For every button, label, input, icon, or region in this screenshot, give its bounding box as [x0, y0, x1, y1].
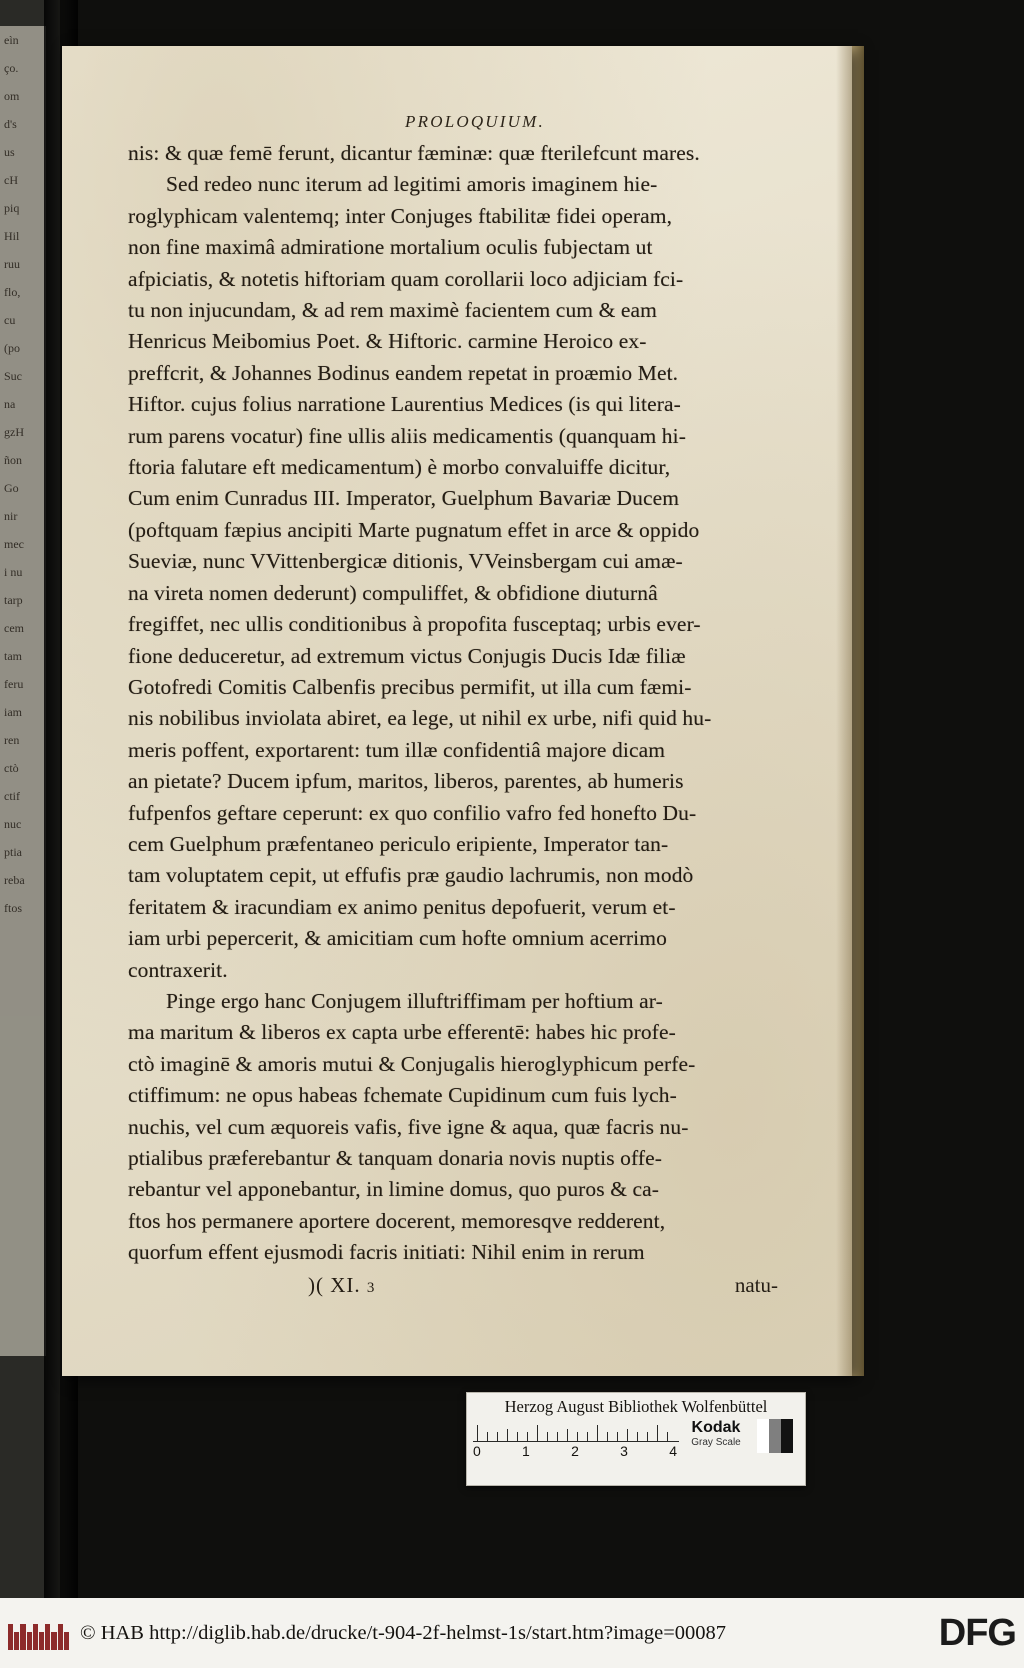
edge-fragment: tam	[4, 649, 22, 663]
ruler-label: 3	[620, 1443, 628, 1459]
edge-fragment: cem	[4, 621, 24, 635]
text-line: roglyphicam valentemq; inter Conjuges ftabilitæ fidei operam,	[128, 203, 673, 228]
text-line: Hiftor. cujus folius narratione Laurentius Medices (is qui litera-	[128, 392, 681, 417]
text-line: ftos hos permanere aportere docerent, memoresqve redderent,	[128, 1208, 666, 1233]
text-line: meris poffent, exportarent: tum illæ confidentiâ majore dicam	[128, 737, 666, 762]
text-line: tam voluptatem cepit, ut effufis præ gaudio lachrumis, non modò	[128, 863, 694, 888]
edge-fragment: Hil	[4, 229, 20, 243]
ruler-ticks	[473, 1419, 679, 1442]
text-line: ptialibus præferebantur & tanquam donaria novis nuptis offe-	[128, 1146, 663, 1170]
text-line: Henricus Meibomius Poet. & Hiftoric. carmine Heroico ex-	[128, 329, 647, 354]
edge-fragment: na	[4, 397, 16, 411]
kodak-gray-scale-label	[679, 1419, 753, 1448]
text-line: Sed redeo nunc iterum ad legitimi amoris imaginem hie-	[166, 172, 658, 197]
ruler-labels	[473, 1442, 679, 1459]
text-line: afpiciatis, & notetis hiftoriam quam corollarii loco adjiciam fci-	[128, 266, 684, 291]
page-textblock	[128, 112, 788, 1298]
kodak-subtitle: Gray Scale	[691, 1437, 741, 1448]
color-calibration-target	[466, 1392, 806, 1486]
edge-fragment: iam	[4, 705, 22, 719]
text-line: rum parens vocatur) fine ullis aliis medicamentis (quanquam hi-	[128, 423, 686, 448]
facing-page-edge	[0, 26, 46, 1356]
edge-fragment: tarp	[4, 593, 23, 607]
running-head: PROLOQUIUM.	[405, 112, 545, 131]
edge-fragment: ñon	[4, 453, 22, 467]
text-line: feritatem & iracundiam ex animo penitus depofuerit, verum et-	[128, 894, 676, 919]
library-name: Herzog August Bibliothek Wolfenbüttel	[504, 1397, 768, 1416]
edge-fragment: flo,	[4, 285, 21, 299]
text-line: Sueviæ, nunc VVittenbergicæ ditionis, VVeinsbergam cui amæ-	[128, 549, 683, 574]
footer-bar	[0, 1598, 1024, 1668]
signature-mark	[308, 1273, 375, 1298]
edge-fragment: om	[4, 89, 20, 103]
edge-fragment: ren	[4, 733, 20, 747]
signature-number: 3	[366, 1279, 376, 1296]
scale-ruler	[473, 1419, 679, 1459]
edge-fragment: d's	[4, 117, 17, 131]
edge-fragment: ço.	[4, 61, 19, 75]
text-line: preffcrit, & Johannes Bodinus eandem repetat in proæmio Met.	[128, 360, 679, 385]
edge-fragment: ptia	[4, 845, 22, 859]
text-line: ftoria falutare eft medicamentum) è morbo convaluiffe dicitur,	[128, 455, 671, 480]
ruler-label: 4	[669, 1443, 677, 1459]
edge-fragment: us	[4, 145, 15, 159]
kodak-brand: Kodak	[691, 1419, 741, 1436]
text-line: Gotofredi Comitis Calbenfis precibus permifit, ut illa cum fæmi-	[128, 674, 692, 699]
edge-fragment: ruu	[4, 257, 20, 271]
text-line: iam urbi pepercerit, & amicitiam cum hofte omnium acerrimo	[128, 926, 667, 951]
text-line: ctiffimum: ne opus habeas fchemate Cupidinum cum fuis lych-	[128, 1083, 677, 1108]
text-line: quorfum effent ejusmodi facris initiati: Nihil enim in rerum	[128, 1240, 645, 1265]
edge-fragment: Go	[4, 481, 19, 495]
text-line: cem Guelphum præfentaneo periculo eripiente, Imperator tan-	[128, 831, 669, 856]
edge-fragment: nir	[4, 509, 18, 523]
edge-fragment: cu	[4, 313, 16, 327]
catchword: natu-	[734, 1272, 778, 1297]
edge-fragment: ftos	[4, 901, 22, 915]
edge-fragment: mec	[4, 537, 24, 551]
edge-fragment: reba	[4, 873, 25, 887]
text-line: nis nobilibus inviolata abiret, ea lege, ut nihil ex urbe, nifi quid hu-	[128, 706, 712, 731]
text-line: contraxerit.	[128, 957, 228, 982]
scan-credit: © HAB http://diglib.hab.de/drucke/t-904-2f-helmst-1s/start.htm?image=00087	[80, 1621, 727, 1644]
edge-fragment: cH	[4, 173, 18, 187]
text-line: fufpenfos geftare ceperunt: ex quo confilio vafro fed honefto Du-	[128, 800, 697, 825]
text-line: non fine maximâ admiratione mortalium oculis fubjectam ut	[128, 235, 653, 260]
text-line: fregiffet, nec ullis conditionibus à propofita fusceptaq; urbis ever-	[128, 612, 701, 637]
edge-fragment: ctò	[4, 761, 19, 775]
text-line: fione deduceretur, ad extremum victus Conjugis Ducis Idæ filiæ	[128, 643, 686, 668]
edge-fragment: (po	[4, 341, 20, 355]
ruler-label: 0	[473, 1443, 481, 1459]
target-body	[467, 1417, 805, 1459]
text-line: na vireta nomen dederunt) compuliffet, & obfidione diuturnâ	[128, 580, 658, 605]
signature-catchword-row	[128, 1273, 788, 1298]
text-line: tu non injucundam, & ad rem maximè facientem cum & eam	[128, 298, 658, 323]
footer-scale-bar	[8, 1616, 70, 1650]
edge-fragment: i nu	[4, 565, 23, 579]
ruler-label: 1	[522, 1443, 530, 1459]
ruler-label: 2	[571, 1443, 579, 1459]
edge-fragment: gzH	[4, 425, 24, 439]
text-line: Pinge ergo hanc Conjugem illuftriffimam per hoftium ar-	[166, 988, 663, 1013]
text-line: ctò imaginē & amoris mutui & Conjugalis hieroglyphicum perfe-	[128, 1051, 696, 1076]
text-line: an pietate? Ducem ipfum, maritos, liberos, parentes, ab humeris	[128, 769, 684, 794]
text-line: (poftquam fæpius ancipiti Marte pugnatum effet in arce & oppido	[128, 517, 700, 542]
edge-fragment: Suc	[4, 369, 22, 383]
gray-patches	[757, 1419, 793, 1453]
recto-page	[62, 46, 852, 1376]
text-line: nuchis, vel cum æquoreis vafis, five igne & aqua, quæ facris nu-	[128, 1114, 689, 1139]
text-line: nis: & quæ femē ferunt, dicantur fæminæ: quæ fterilefcunt mares.	[128, 141, 700, 165]
signature-label: )( XI.	[308, 1272, 361, 1297]
edge-fragment: piq	[4, 201, 20, 215]
dfg-logo: DFG	[938, 1611, 1016, 1654]
text-line: ma maritum & liberos ex capta urbe efferentē: habes hic profe-	[128, 1020, 676, 1045]
edge-fragment: ctif	[4, 789, 20, 803]
text-line: Cum enim Cunradus III. Imperator, Guelphum Bavariæ Ducem	[128, 486, 680, 511]
edge-fragment: nuc	[4, 817, 22, 831]
page-fore-edge	[852, 46, 864, 1376]
text-line: rebantur vel apponebantur, in limine domus, quo puros & ca-	[128, 1177, 660, 1202]
edge-fragment: eìn	[4, 33, 19, 47]
edge-fragment: feru	[4, 677, 24, 691]
